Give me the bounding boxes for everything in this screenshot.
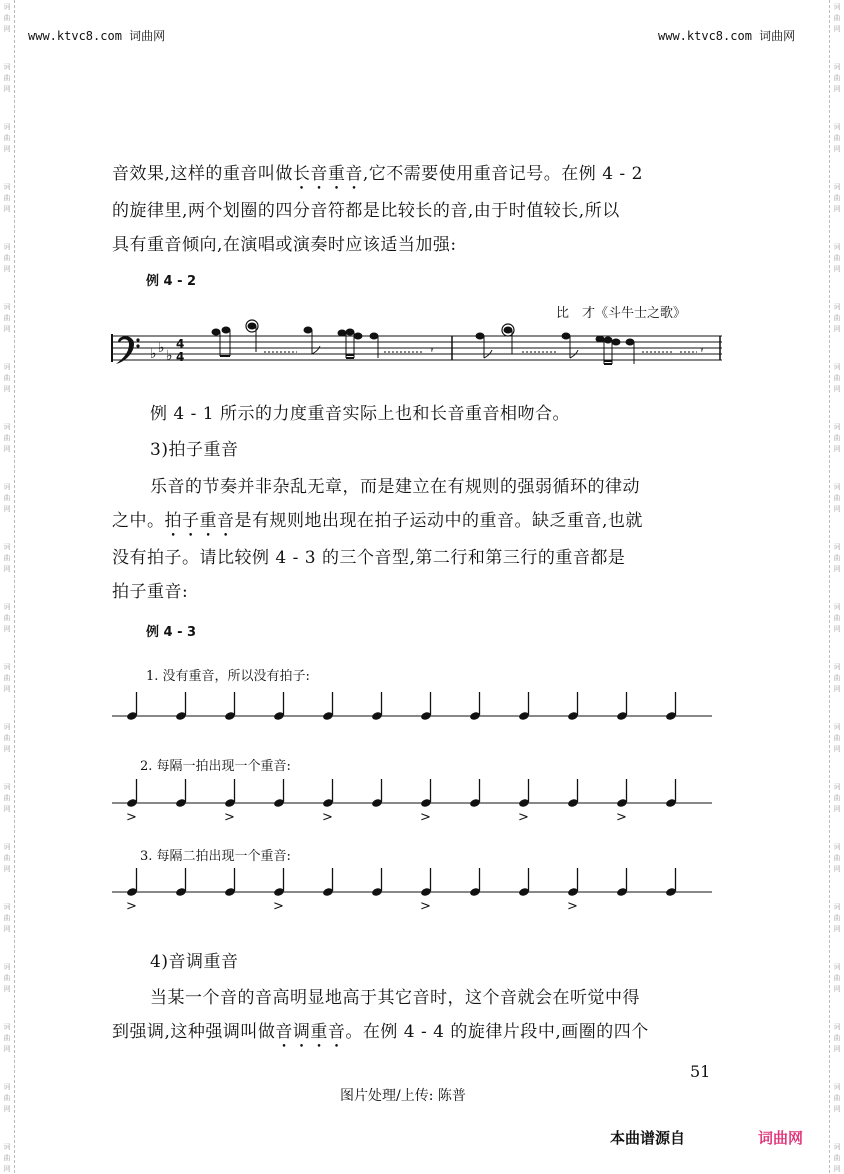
watermark-char: 网 bbox=[3, 145, 11, 153]
watermark-char: 曲 bbox=[3, 374, 11, 382]
quarter-note bbox=[518, 779, 530, 808]
quarter-note bbox=[469, 692, 481, 721]
watermark-char: 网 bbox=[833, 985, 841, 993]
watermark-char: 曲 bbox=[833, 314, 841, 322]
section-heading-beat-accent: 3)拍子重音 bbox=[150, 440, 239, 460]
watermark-char: 网 bbox=[833, 1165, 841, 1173]
quarter-note bbox=[616, 868, 628, 897]
watermark-char: 词 bbox=[3, 963, 11, 971]
watermark-char: 网 bbox=[3, 745, 11, 753]
watermark-char: 曲 bbox=[833, 854, 841, 862]
quarter-note bbox=[567, 779, 579, 808]
text-line: 的旋律里,两个划圈的四分音符都是比较长的音,由于时值较长,所以 bbox=[112, 201, 620, 221]
source-brand-logo: 词曲网 bbox=[758, 1129, 804, 1147]
emphasized-term: 音调重音 bbox=[275, 1022, 346, 1042]
accent-mark: > bbox=[126, 810, 137, 825]
watermark-char: 曲 bbox=[833, 1034, 841, 1042]
watermark-char: 词 bbox=[3, 183, 11, 191]
accent-mark: > bbox=[616, 810, 627, 825]
quarter-note bbox=[322, 868, 334, 897]
watermark-char: 曲 bbox=[3, 554, 11, 562]
watermark-char: 词 bbox=[3, 1083, 11, 1091]
watermark-char: 词 bbox=[3, 663, 11, 671]
watermark-char: 曲 bbox=[3, 914, 11, 922]
watermark-char: 曲 bbox=[833, 794, 841, 802]
watermark-char: 词 bbox=[833, 543, 841, 551]
watermark-char: 词 bbox=[833, 1023, 841, 1031]
watermark-char: 词 bbox=[3, 723, 11, 731]
watermark-char: 网 bbox=[3, 445, 11, 453]
quarter-note bbox=[518, 868, 530, 897]
watermark-char: 曲 bbox=[833, 434, 841, 442]
example-4-3-label: 例 4 - 3 bbox=[146, 625, 197, 640]
watermark-char: 网 bbox=[833, 625, 841, 633]
quarter-note bbox=[567, 868, 579, 897]
text-line: 之中。拍子重音是有规则地出现在拍子运动中的重音。缺乏重音,也就 bbox=[112, 511, 643, 531]
watermark-char: 曲 bbox=[833, 1094, 841, 1102]
watermark-char: 词 bbox=[833, 363, 841, 371]
watermark-char: 词 bbox=[3, 423, 11, 431]
accent-mark: > bbox=[518, 810, 529, 825]
watermark-char: 词 bbox=[3, 483, 11, 491]
watermark-char: 曲 bbox=[833, 554, 841, 562]
watermark-char: 词 bbox=[833, 603, 841, 611]
watermark-char: 网 bbox=[3, 625, 11, 633]
quarter-note bbox=[273, 692, 285, 721]
rhythm-line-every-third-beat bbox=[112, 866, 722, 920]
accent-mark: > bbox=[567, 899, 578, 914]
watermark-char: 词 bbox=[833, 783, 841, 791]
page-number: 51 bbox=[690, 1062, 711, 1081]
watermark-char: 曲 bbox=[833, 494, 841, 502]
watermark-char: 词 bbox=[833, 1143, 841, 1151]
watermark-char: 网 bbox=[3, 865, 11, 873]
watermark-char: 网 bbox=[3, 385, 11, 393]
watermark-char: 曲 bbox=[3, 734, 11, 742]
text-line: 具有重音倾向,在演唱或演奏时应该适当加强: bbox=[112, 235, 457, 255]
watermark-char: 词 bbox=[833, 423, 841, 431]
watermark-char: 曲 bbox=[833, 1154, 841, 1162]
text-line: 没有拍子。请比较例 4 - 3 的三个音型,第二行和第三行的重音都是 bbox=[112, 548, 626, 568]
watermark-char: 曲 bbox=[833, 974, 841, 982]
watermark-char: 词 bbox=[3, 243, 11, 251]
text-line: 到强调,这种强调叫做音调重音。在例 4 - 4 的旋律片段中,画圈的四个 bbox=[112, 1022, 649, 1042]
quarter-note bbox=[469, 779, 481, 808]
watermark-char: 曲 bbox=[833, 674, 841, 682]
quarter-note bbox=[273, 779, 285, 808]
watermark-char: 网 bbox=[833, 865, 841, 873]
header-watermark-right bbox=[658, 27, 795, 44]
accent-mark: > bbox=[420, 810, 431, 825]
rhythm-line-every-other-beat bbox=[112, 777, 722, 831]
quarter-note bbox=[469, 868, 481, 897]
watermark-char: 词 bbox=[3, 123, 11, 131]
watermark-char: 曲 bbox=[3, 1034, 11, 1042]
watermark-char: 网 bbox=[833, 685, 841, 693]
watermark-char: 网 bbox=[3, 1045, 11, 1053]
watermark-char: 词 bbox=[833, 303, 841, 311]
text-line: 当某一个音的音高明显地高于其它音时，这个音就会在听觉中得 bbox=[150, 988, 640, 1008]
watermark-char: 曲 bbox=[3, 254, 11, 262]
watermark-char: 网 bbox=[3, 325, 11, 333]
watermark-char: 曲 bbox=[3, 794, 11, 802]
text-line: 乐音的节奏并非杂乱无章，而是建立在有规则的强弱循环的律动 bbox=[150, 477, 640, 497]
watermark-char: 曲 bbox=[3, 74, 11, 82]
watermark-char: 词 bbox=[3, 783, 11, 791]
quarter-note bbox=[224, 692, 236, 721]
pattern-3-caption: 3. 每隔二拍出现一个重音: bbox=[140, 849, 291, 864]
watermark-char: 网 bbox=[3, 205, 11, 213]
section-heading-pitch-accent: 4)音调重音 bbox=[150, 952, 239, 972]
watermark-char: 词 bbox=[833, 123, 841, 131]
watermark-char: 曲 bbox=[3, 614, 11, 622]
quarter-note bbox=[420, 692, 432, 721]
quarter-note bbox=[616, 692, 628, 721]
watermark-char: 网 bbox=[833, 1105, 841, 1113]
accent-mark: > bbox=[322, 810, 333, 825]
watermark-char: 词 bbox=[833, 1083, 841, 1091]
svg-text:4: 4 bbox=[176, 350, 185, 364]
watermark-char: 曲 bbox=[833, 194, 841, 202]
header-watermark-left bbox=[28, 27, 165, 44]
watermark-char: 网 bbox=[3, 925, 11, 933]
watermark-char: 词 bbox=[833, 663, 841, 671]
accent-mark: > bbox=[420, 899, 431, 914]
watermark-char: 网 bbox=[833, 205, 841, 213]
watermark-char: 曲 bbox=[833, 254, 841, 262]
watermark-char: 网 bbox=[3, 25, 11, 33]
svg-text:♭: ♭ bbox=[150, 346, 157, 362]
watermark-char: 曲 bbox=[3, 854, 11, 862]
watermark-char: 词 bbox=[3, 1023, 11, 1031]
quarter-note bbox=[175, 779, 187, 808]
watermark-char: 网 bbox=[833, 565, 841, 573]
watermark-char: 曲 bbox=[3, 494, 11, 502]
quarter-note bbox=[567, 692, 579, 721]
staff-notation-4-2 bbox=[112, 318, 722, 378]
watermark-char: 网 bbox=[833, 925, 841, 933]
watermark-char: 网 bbox=[3, 265, 11, 273]
pattern-1-caption: 1. 没有重音，所以没有拍子: bbox=[146, 669, 310, 684]
quarter-note bbox=[420, 779, 432, 808]
upload-credit: 图片处理/上传: 陈普 bbox=[340, 1088, 466, 1104]
watermark-char: 网 bbox=[833, 265, 841, 273]
watermark-char: 词 bbox=[833, 483, 841, 491]
paragraph-pitch-accent bbox=[112, 981, 722, 1052]
svg-text:ᵞ: ᵞ bbox=[430, 346, 434, 357]
svg-text:♭: ♭ bbox=[166, 348, 173, 364]
watermark-char: 网 bbox=[3, 685, 11, 693]
watermark-char: 词 bbox=[3, 843, 11, 851]
watermark-char: 曲 bbox=[833, 734, 841, 742]
left-watermark-strip bbox=[0, 0, 15, 1173]
quarter-note bbox=[371, 868, 383, 897]
watermark-url: www.ktvc8.com bbox=[658, 29, 752, 43]
watermark-char: 词 bbox=[833, 63, 841, 71]
watermark-char: 曲 bbox=[833, 914, 841, 922]
watermark-char: 词 bbox=[3, 63, 11, 71]
watermark-char: 曲 bbox=[833, 14, 841, 22]
watermark-char: 曲 bbox=[3, 14, 11, 22]
watermark-char: 曲 bbox=[3, 434, 11, 442]
watermark-char: 曲 bbox=[3, 1154, 11, 1162]
quarter-note bbox=[371, 692, 383, 721]
watermark-char: 词 bbox=[3, 543, 11, 551]
watermark-char: 网 bbox=[833, 1045, 841, 1053]
watermark-char: 网 bbox=[833, 505, 841, 513]
watermark-char: 词 bbox=[833, 243, 841, 251]
quarter-note bbox=[518, 692, 530, 721]
watermark-url: www.ktvc8.com bbox=[28, 29, 122, 43]
watermark-char: 曲 bbox=[833, 74, 841, 82]
watermark-char: 词 bbox=[833, 903, 841, 911]
quarter-note bbox=[126, 692, 138, 721]
watermark-char: 网 bbox=[833, 745, 841, 753]
quarter-note bbox=[665, 868, 677, 897]
watermark-char: 曲 bbox=[833, 614, 841, 622]
quarter-note bbox=[322, 692, 334, 721]
quarter-note bbox=[224, 779, 236, 808]
watermark-char: 曲 bbox=[3, 974, 11, 982]
quarter-note bbox=[322, 779, 334, 808]
watermark-char: 网 bbox=[833, 805, 841, 813]
watermark-char: 词 bbox=[833, 183, 841, 191]
watermark-char: 网 bbox=[3, 85, 11, 93]
quarter-note bbox=[126, 779, 138, 808]
quarter-note bbox=[616, 779, 628, 808]
watermark-char: 网 bbox=[3, 805, 11, 813]
quarter-note bbox=[126, 868, 138, 897]
watermark-char: 词 bbox=[833, 723, 841, 731]
paragraph-beat-accent bbox=[112, 470, 722, 609]
watermark-char: 网 bbox=[833, 85, 841, 93]
quarter-note bbox=[665, 692, 677, 721]
accent-mark: > bbox=[126, 899, 137, 914]
watermark-char: 网 bbox=[3, 985, 11, 993]
watermark-char: 网 bbox=[3, 1105, 11, 1113]
watermark-char: 词 bbox=[3, 363, 11, 371]
watermark-char: 网 bbox=[833, 325, 841, 333]
paragraph-long-note-accent bbox=[112, 157, 722, 262]
watermark-name: 词曲网 bbox=[129, 29, 166, 43]
pattern-2-caption: 2. 每隔一拍出现一个重音: bbox=[140, 759, 291, 774]
watermark-name: 词曲网 bbox=[759, 29, 796, 43]
text-line: 拍子重音: bbox=[112, 582, 189, 602]
text-line: 音效果,这样的重音叫做长音重音,它不需要使用重音记号。在例 4 - 2 bbox=[112, 164, 643, 184]
example-4-2-label: 例 4 - 2 bbox=[146, 274, 197, 289]
watermark-char: 词 bbox=[833, 843, 841, 851]
accent-mark: > bbox=[273, 899, 284, 914]
example-4-2-caption: 比 才《斗牛士之歌》 bbox=[556, 306, 687, 321]
watermark-char: 曲 bbox=[833, 134, 841, 142]
svg-text:4: 4 bbox=[176, 337, 185, 351]
svg-text:ᵞ: ᵞ bbox=[700, 346, 704, 357]
watermark-char: 网 bbox=[833, 445, 841, 453]
quarter-note bbox=[420, 868, 432, 897]
quarter-note bbox=[371, 779, 383, 808]
watermark-char: 曲 bbox=[3, 194, 11, 202]
watermark-char: 词 bbox=[3, 3, 11, 11]
watermark-char: 曲 bbox=[3, 1094, 11, 1102]
quarter-note bbox=[273, 868, 285, 897]
svg-text:♭: ♭ bbox=[158, 340, 165, 356]
quarter-note bbox=[175, 692, 187, 721]
watermark-char: 网 bbox=[3, 1165, 11, 1173]
watermark-char: 词 bbox=[833, 3, 841, 11]
watermark-char: 曲 bbox=[3, 134, 11, 142]
quarter-note bbox=[224, 868, 236, 897]
watermark-char: 曲 bbox=[3, 674, 11, 682]
watermark-char: 词 bbox=[3, 1143, 11, 1151]
watermark-char: 词 bbox=[3, 903, 11, 911]
watermark-char: 网 bbox=[3, 505, 11, 513]
quarter-note bbox=[665, 779, 677, 808]
watermark-char: 网 bbox=[833, 145, 841, 153]
emphasized-term: 长音重音 bbox=[292, 164, 363, 184]
watermark-char: 曲 bbox=[833, 374, 841, 382]
watermark-char: 网 bbox=[833, 25, 841, 33]
watermark-char: 网 bbox=[3, 565, 11, 573]
watermark-char: 词 bbox=[3, 603, 11, 611]
paragraph-line: 例 4 - 1 所示的力度重音实际上也和长音重音相吻合。 bbox=[150, 404, 570, 424]
quarter-note bbox=[175, 868, 187, 897]
right-watermark-strip bbox=[829, 0, 844, 1173]
emphasized-term: 拍子重音 bbox=[164, 511, 235, 531]
watermark-char: 曲 bbox=[3, 314, 11, 322]
accent-mark: > bbox=[224, 810, 235, 825]
rhythm-line-no-accent bbox=[112, 690, 722, 730]
watermark-char: 词 bbox=[3, 303, 11, 311]
source-label: 本曲谱源自 bbox=[610, 1129, 686, 1147]
watermark-char: 网 bbox=[833, 385, 841, 393]
watermark-char: 词 bbox=[833, 963, 841, 971]
